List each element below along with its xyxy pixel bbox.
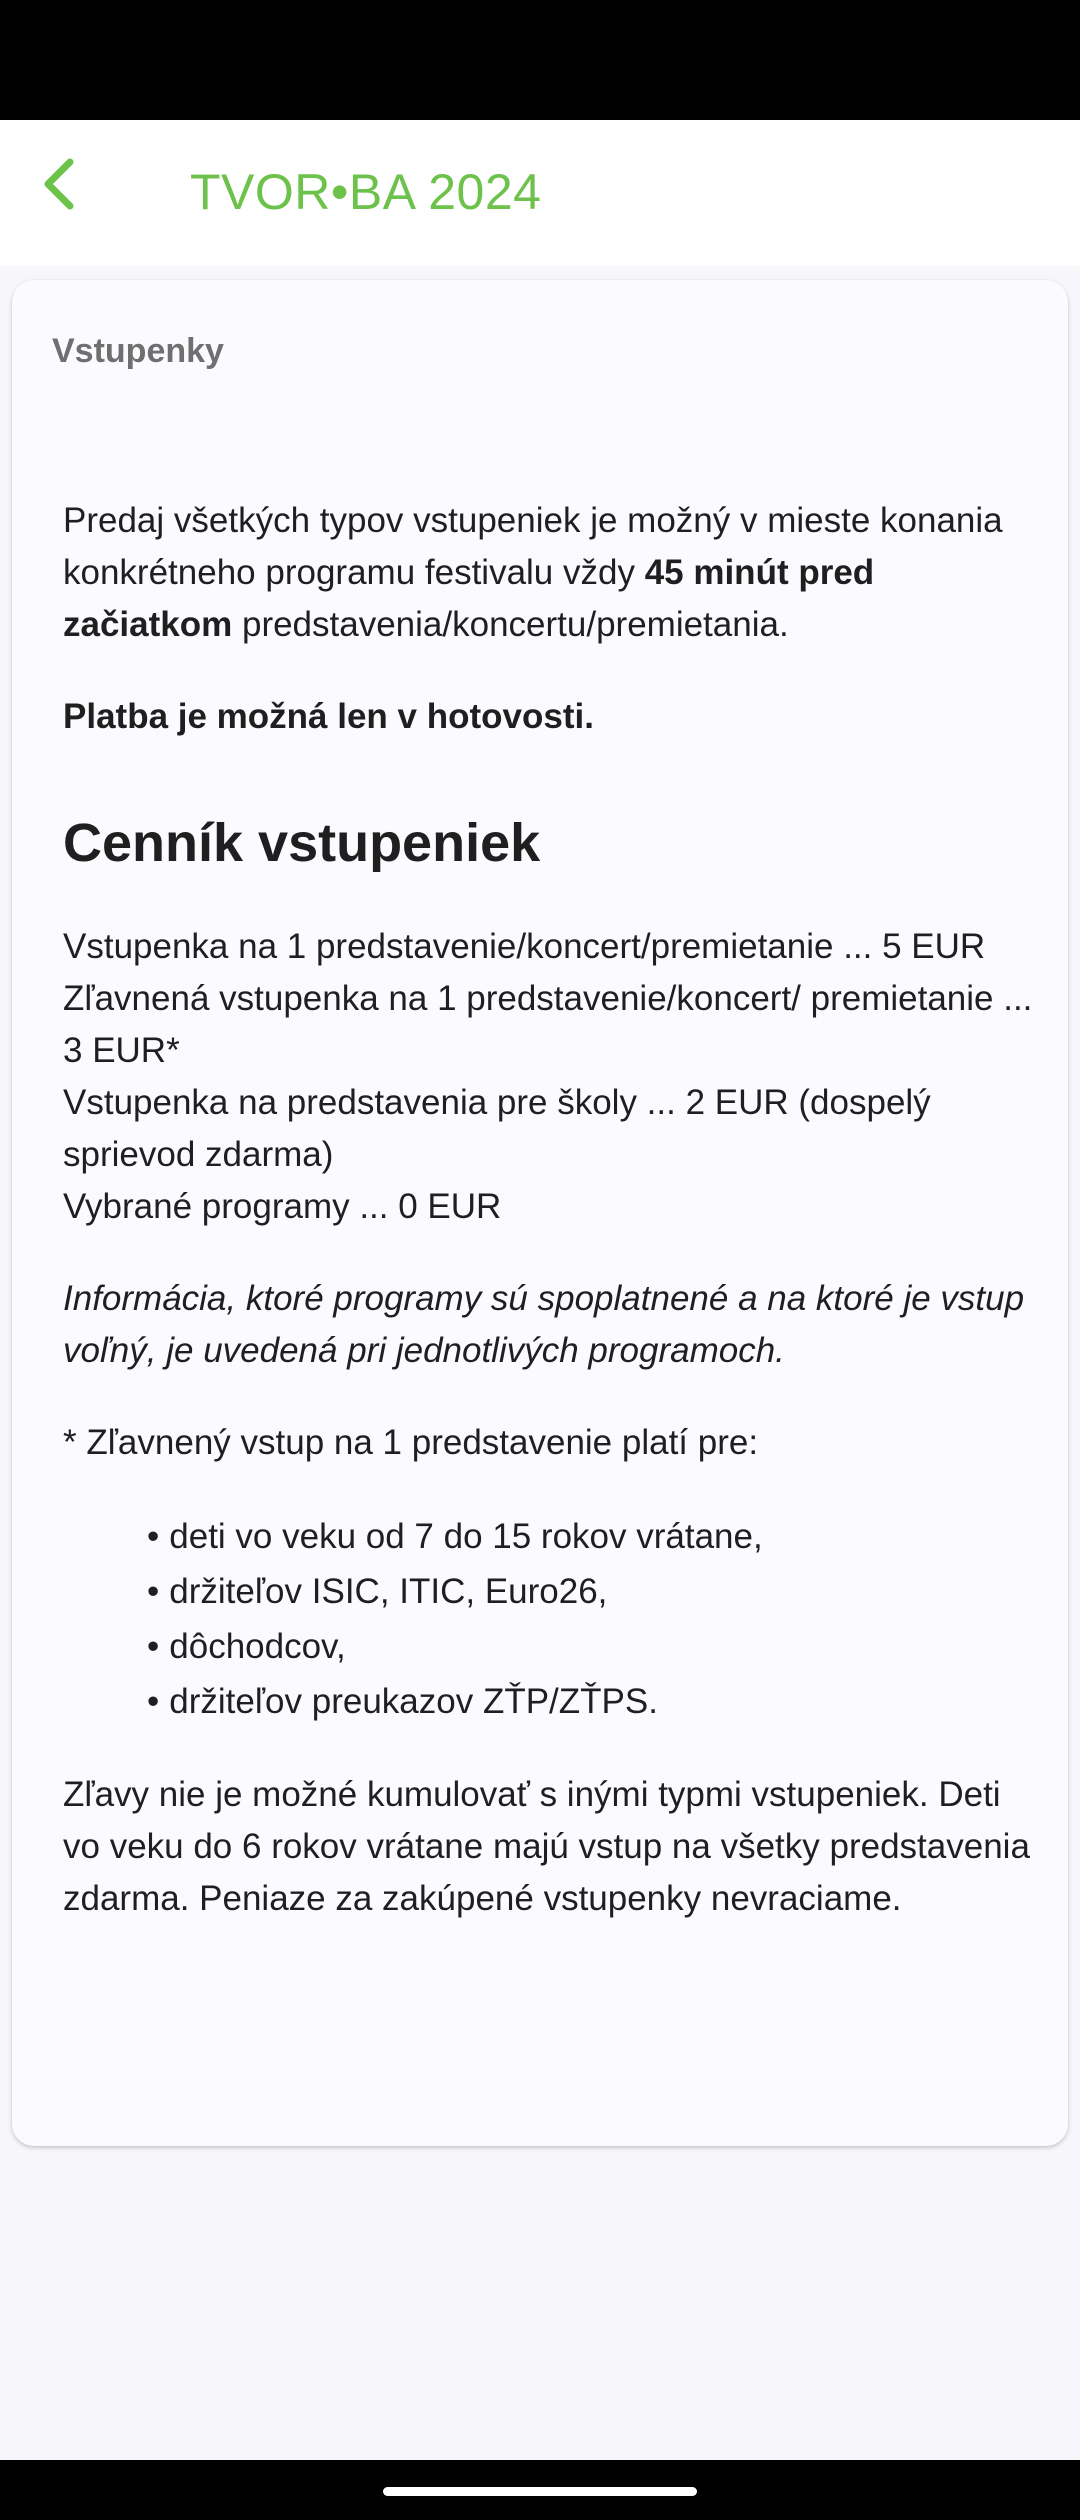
price-item: Zľavnená vstupenka na 1 predstavenie/koncert/ premietanie ... 3 EUR* [63,979,1033,1070]
app-title: TVOR•BA 2024 [190,164,542,220]
price-item: Vybrané programy ... 0 EUR [63,1187,502,1226]
card-title: Vstupenky [52,332,224,370]
intro-text: Predaj všetkých typov vstupeniek je možný v mieste konania konkrétneho programu festivalu vždy [63,501,1003,592]
payment-note [63,691,1033,743]
back-button[interactable] [20,146,96,222]
home-indicator[interactable] [383,2487,697,2496]
price-list [63,921,1033,1233]
price-item: Vstupenka na 1 predstavenie/koncert/premietanie ... 5 EUR [63,927,986,966]
intro-bold-text: 45 minút pred začiatkom [63,553,875,644]
discount-item: • držiteľov preukazov ZŤP/ZŤPS. [147,1674,1033,1729]
app-bar [0,120,1080,266]
card-content [63,495,1033,1965]
discount-item: • dôchodcov, [147,1619,1033,1674]
navigation-bar [0,2460,1080,2520]
tickets-card [12,280,1068,2146]
discount-item: • deti vo veku od 7 do 15 rokov vrátane, [147,1509,1033,1564]
programs-info [63,1273,1033,1377]
payment-note-text: Platba je možná len v hotovosti. [63,697,594,736]
discount-intro: * Zľavnený vstup na 1 predstavenie platí pre: [63,1423,759,1462]
intro-paragraph [63,495,1033,651]
discount-item: • držiteľov ISIC, ITIC, Euro26, [147,1564,1033,1619]
price-heading: Cenník vstupeniek [63,813,541,873]
intro-text-end: predstavenia/koncertu/premietania. [232,605,789,644]
discount-list [63,1509,1033,1729]
chevron-left-icon [38,156,78,212]
price-item: Vstupenka na predstavenia pre školy ... 2 EUR (dospelý sprievod zdarma) [63,1083,931,1174]
status-bar [0,0,1080,120]
programs-info-text: Informácia, ktoré programy sú spoplatnené a na ktoré je vstup voľný, je uvedená pri jednotlivých programoch. [63,1279,1025,1370]
closing-paragraph: Zľavy nie je možné kumulovať s inými typmi vstupeniek. Deti vo veku do 6 rokov vrátane majú vstup na všetky predstavenia zdarma. Peniaze za zakúpené vstupenky nevraciame. [63,1775,1030,1918]
